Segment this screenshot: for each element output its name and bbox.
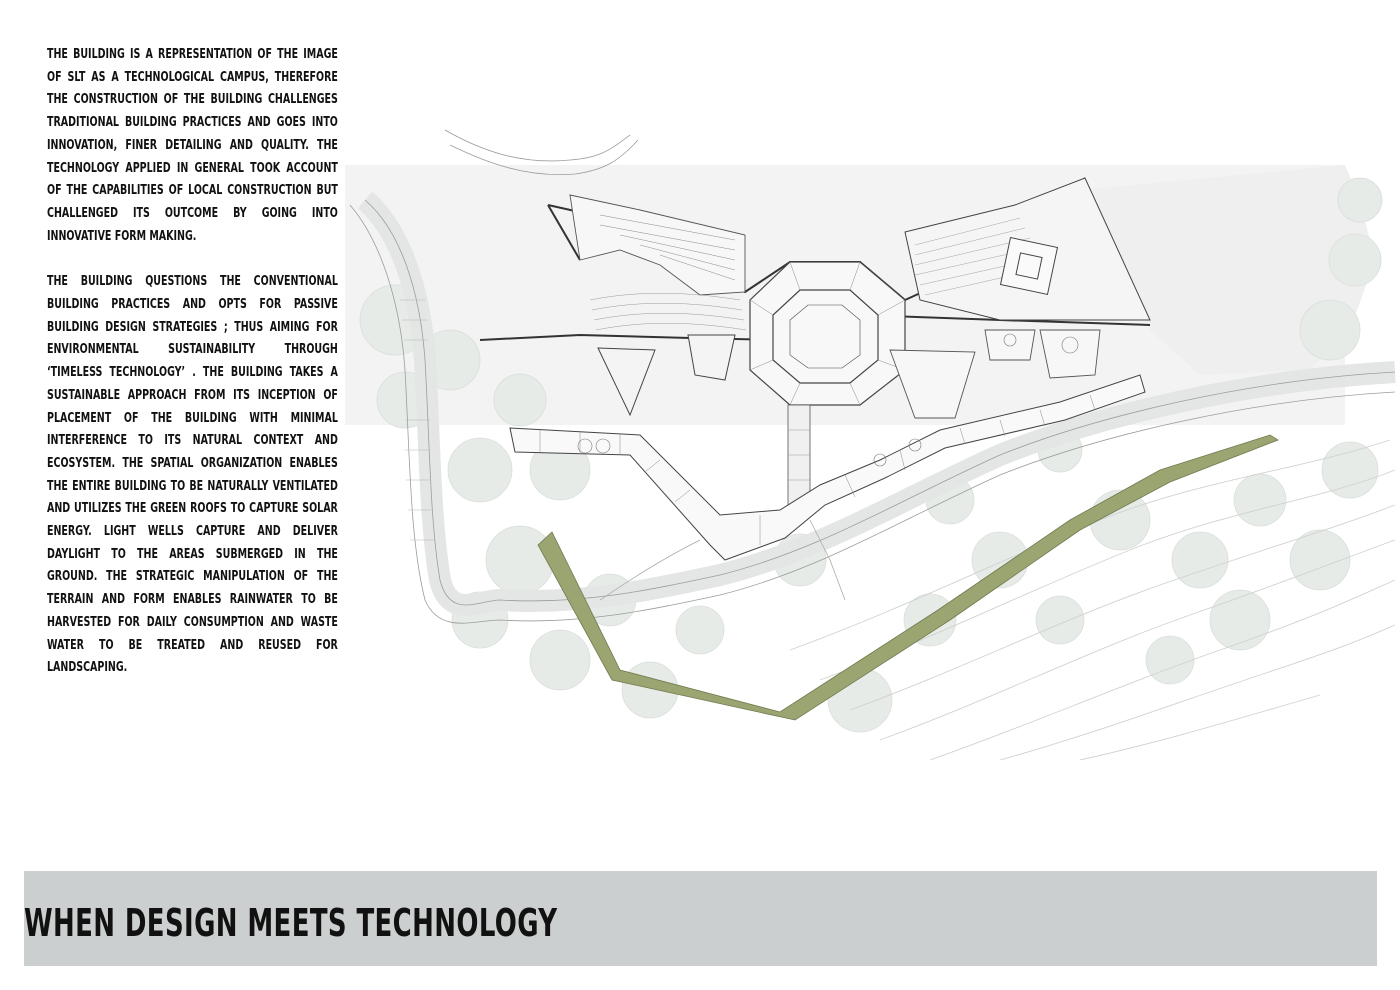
description-paragraph-1: THE BUILDING IS A REPRESENTATION OF THE IMAGE OF SLT AS A TECHNOLOGICAL CAMPUS, THEREFORE THE CONSTRUCTION OF THE BUILDING CHALLENGES TRADITIONAL BUILDING PRACTICES AND GOES INTO INNOVATION, FINER DETAILING AND QUALITY. THE TECHNOLOGY APPLIED IN GENERAL TOOK ACCOUNT OF THE CAPABILITIES OF LOCAL CONSTRUCTION BUT CHALLENGED ITS OUTCOME BY GOING INTO INNOVATIVE FORM MAKING. — [47, 47, 338, 244]
project-description — [47, 44, 338, 680]
central-octagon — [750, 262, 905, 405]
square-pavilion — [1001, 238, 1058, 295]
site-plan-drawing — [330, 110, 1400, 760]
upper-road — [445, 130, 630, 161]
page-title: WHEN DESIGN MEETS TECHNOLOGY — [24, 901, 558, 945]
description-paragraph-2: THE BUILDING QUESTIONS THE CONVENTIONAL BUILDING PRACTICES AND OPTS FOR PASSIVE BUILDING DESIGN STRATEGIES ; THUS AIMING FOR ENVIRONMENTAL SUSTAINABILITY THROUGH ‘TIMELESS TECHNOLOGY’ . THE BUILDING TAKES A SUSTAINABLE APPROACH FROM ITS INCEPTION OF PLACEMENT OF THE BUILDING WITH MINIMAL INTERFERENCE TO ITS NATURAL CONTEXT AND ECOSYSTEM. THE SPATIAL ORGANIZATION ENABLES THE ENTIRE BUILDING TO BE NATURALLY VENTILATED AND UTILIZES THE GREEN ROOFS TO CAPTURE SOLAR ENERGY. LIGHT WELLS CAPTURE AND DELIVER DAYLIGHT TO THE AREAS SUBMERGED IN THE GROUND. THE STRATEGIC MANIPULATION OF THE TERRAIN AND FORM ENABLES RAINWATER TO BE HARVESTED FOR DAILY CONSUMPTION AND WASTE WATER TO BE TREATED AND REUSED FOR LANDSCAPING. — [47, 274, 338, 676]
